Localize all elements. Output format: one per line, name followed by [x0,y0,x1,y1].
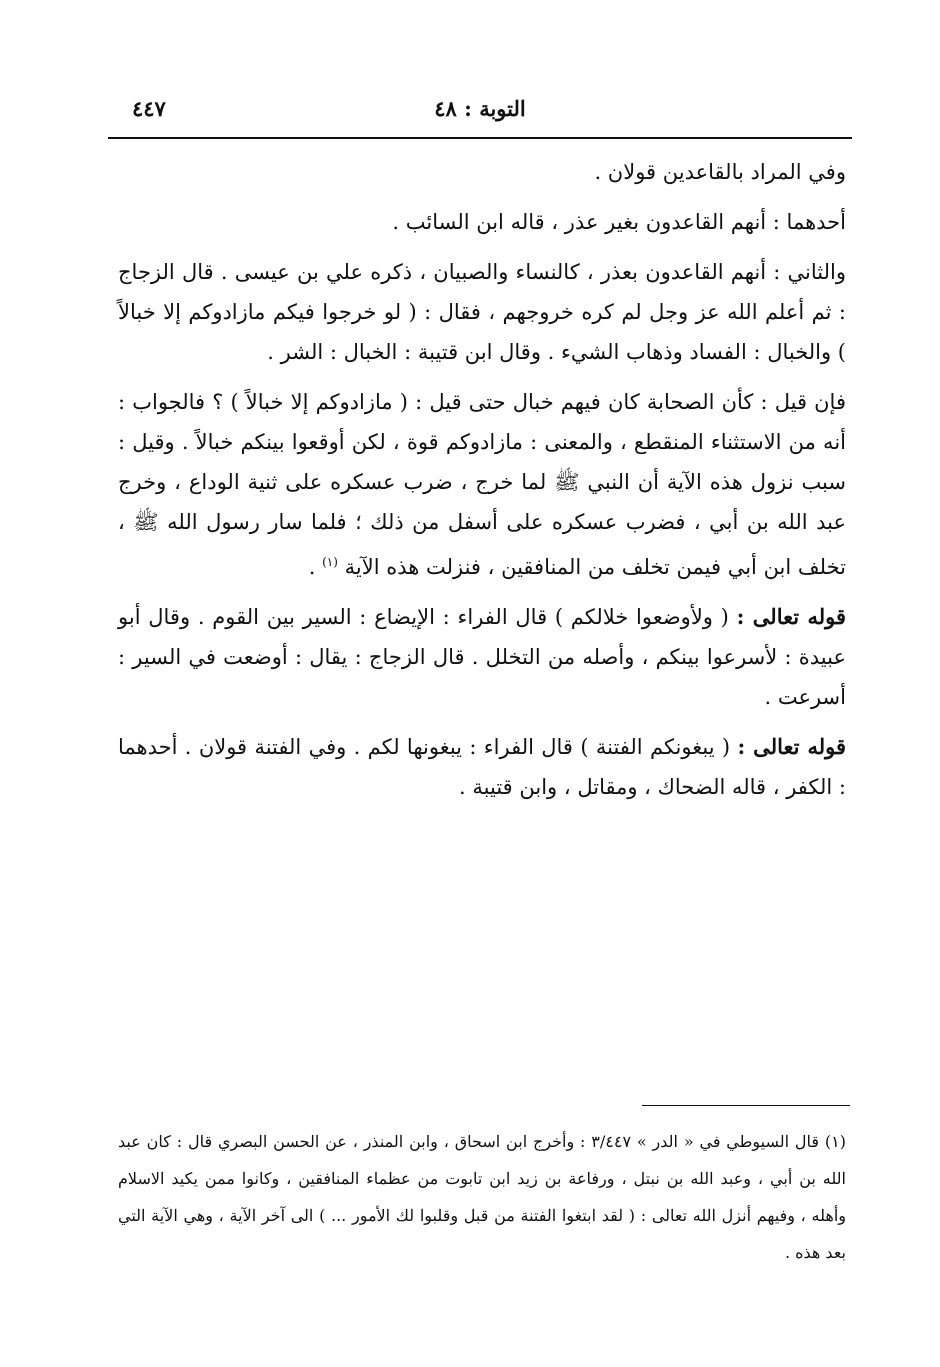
paragraph [118,597,846,717]
paragraph-text: وفي المراد بالقاعدين قولان . [594,160,846,184]
paragraph [118,727,846,807]
footnote-divider [642,1105,850,1106]
paragraph [118,382,846,587]
verse-lead: قوله تعالى : [736,604,847,629]
paragraph-text: ( يبغونكم الفتنة ) قال الفراء : يبغونها لكم . وفي الفتنة قولان . أحدهما : الكفر ، قاله الضحاك ، ومقاتل ، وابن قتيبة . [118,735,846,799]
main-text [118,152,846,817]
paragraph-text: أحدهما : أنهم القاعدون بغير عذر ، قاله ابن السائب . [392,210,846,234]
paragraph [118,202,846,242]
paragraph-tail: . [308,555,316,579]
page-header [110,96,850,130]
page-number: ٤٤٧ [132,96,166,121]
paragraph-text: والثاني : أنهم القاعدون بعذر ، كالنساء والصبيان ، ذكره علي بن عيسى . قال الزجاج : ثم أعلم الله عز وجل لم كره خروجهم ، فقال : ( لو خرجوا فيكم مازادوكم إلا خبالاً ) والخبال : الفساد وذهاب الشيء . وقال ابن قتيبة : الخبال : الشر . [118,260,846,364]
paragraph [118,252,846,372]
header-divider [108,137,852,139]
footnote [118,1123,846,1271]
running-title: التوبة : ٤٨ [434,96,526,121]
footnote-text: (١) قال السيوطي في « الدر » ٣/٤٤٧ : وأخرج ابن اسحاق ، وابن المنذر ، عن الحسن البصري قال : كان عبد الله بن أبي ، وعبد الله بن نبتل ، ورفاعة بن زيد ابن تابوت من عظماء المنافقين ، وكانوا ممن يكيد الاسلام وأهله ، وفيهم أنزل الله تعالى : ( لقد ابتغوا الفتنة من قبل وقلبوا لك الأمور ... ) الى آخر الآية ، وهي الآية التي بعد هذه . [118,1132,846,1262]
footnote-marker: (١) [322,555,338,569]
paragraph-text: فإن قيل : كأن الصحابة كان فيهم خبال حتى قيل : ( مازادوكم إلا خبالاً ) ؟ فالجواب : أنه من الاستثناء المنقطع ، والمعنى : مازادوكم قوة ، لكن أوقعوا بينكم خبالاً . وقيل : سبب نزول هذه الآية أن النبي ﷺ لما خرج ، ضرب عسكره على ثنية الوداع ، وخرج عبد الله بن أبي ، فضرب عسكره على أسفل من ذلك ؛ فلما سار رسول الله ﷺ ، تخلف ابن أبي فيمن تخلف من المنافقين ، فنزلت هذه الآية [118,390,846,579]
verse-lead: قوله تعالى : [737,734,846,759]
paragraph-text: ( ولأوضعوا خلالكم ) قال الفراء : الإيضاع : السير بين القوم . وقال أبو عبيدة : لأسرعوا بينكم ، وأصله من التخلل . قال الزجاج : يقال : أوضعت في السير : أسرعت . [118,605,846,709]
paragraph [118,152,846,192]
